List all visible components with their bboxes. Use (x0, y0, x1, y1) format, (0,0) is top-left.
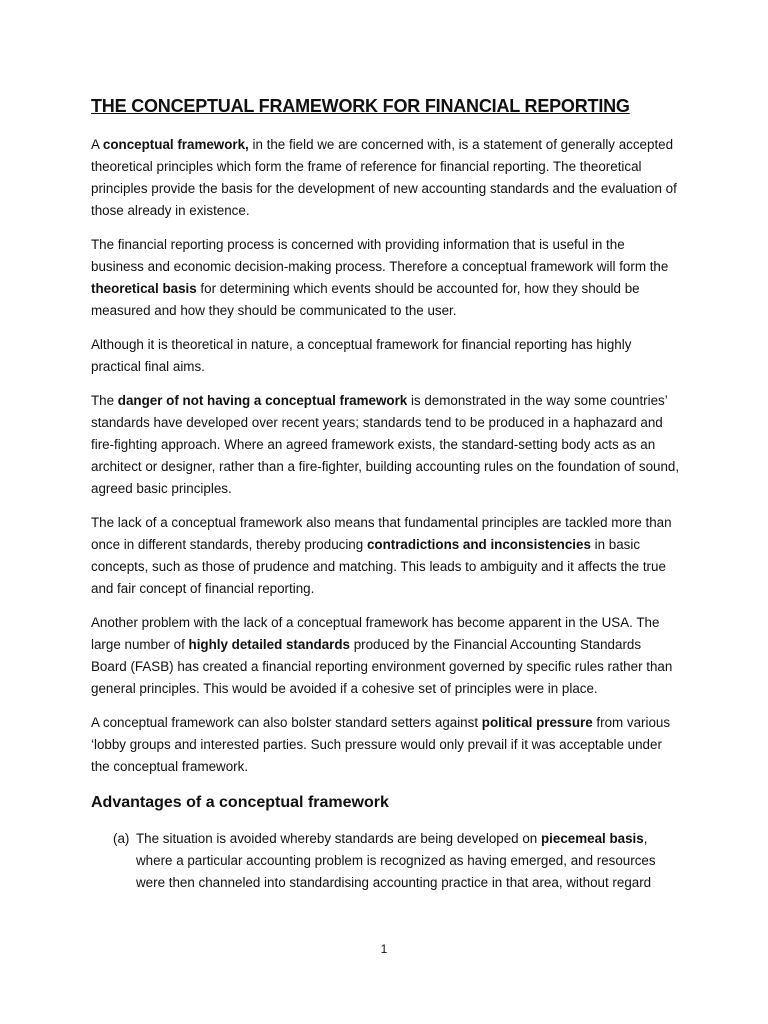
text-run: in the field we are concerned with, is a statement of generally accepted theoretical principles which form the frame of reference for financial reporting. The theoretical principles provide the basis for the development of new accounting standards and the evaluation of those already in existence. (91, 137, 677, 218)
paragraph-political-pressure (91, 712, 680, 778)
text-run: A conceptual framework can also bolster standard setters against (91, 715, 482, 730)
bold-term: theoretical basis (91, 281, 197, 296)
text-run: The lack of a conceptual framework also means that fundamental principles are tackled more than once in different standards, thereby producing (91, 515, 672, 552)
bold-term: contradictions and inconsistencies (366, 537, 591, 552)
text-run: for determining which events should be accounted for, how they should be measured and how they should be communicated to the user. (91, 281, 640, 318)
paragraph-definition (91, 134, 680, 222)
list-item-text (136, 828, 680, 894)
paragraph-contradictions (91, 512, 680, 600)
paragraph-practical-aims (91, 334, 680, 378)
paragraph-danger (91, 390, 680, 500)
page-number: 1 (380, 942, 388, 956)
paragraph-reporting-process (91, 234, 680, 322)
text-run: The financial reporting process is concerned with providing information that is useful in the business and economic decision-making process. Therefore a conceptual framework will form the (91, 237, 669, 274)
bold-term: highly detailed standards (188, 637, 350, 652)
text-run: Another problem with the lack of a conceptual framework has become apparent in the USA. The large number of (91, 615, 660, 652)
text-run: in basic concepts, such as those of prudence and matching. This leads to ambiguity and it affects the true and fair concept of financial reporting. (91, 537, 666, 596)
section-heading: Advantages of a conceptual framework (91, 794, 389, 811)
list-item (113, 828, 680, 894)
list-marker: (a) (113, 831, 130, 846)
bold-term: piecemeal basis (540, 831, 644, 846)
bold-term: conceptual framework, (102, 137, 249, 152)
text-run: The (91, 393, 118, 408)
text-run: A (91, 137, 103, 152)
text-run: , where a particular accounting problem is recognized as having emerged, and resources were then channeled into standardising accounting practice in that area, without regard (136, 831, 656, 890)
text-run: is demonstrated in the way some countries’ standards have developed over recent years; standards tend to be produced in a haphazard and fire-fighting approach. Where an agreed framework exists, the standard-setting body acts as an architect or designer, rather than a fire-fighter, building accounting rules on the foundation of sound, agreed basic principles. (91, 393, 680, 496)
bold-term: danger of not having a conceptual framework (117, 393, 408, 408)
paragraph-usa-standards (91, 612, 680, 700)
text-run: produced by the Financial Accounting Standards Board (FASB) has created a financial reporting environment governed by specific rules rather than general principles. This would be avoided if a cohesive set of principles were in place. (91, 637, 673, 696)
text-run: The situation is avoided whereby standards are being developed on (136, 831, 541, 846)
text-run: Although it is theoretical in nature, a conceptual framework for financial reporting has highly practical final aims. (91, 337, 632, 374)
page-title: THE CONCEPTUAL FRAMEWORK FOR FINANCIAL REPORTING (91, 96, 630, 116)
bold-term: political pressure (481, 715, 593, 730)
text-run: from various ‘lobby groups and interested parties. Such pressure would only prevail if it was acceptable under the conceptual framework. (91, 715, 671, 774)
